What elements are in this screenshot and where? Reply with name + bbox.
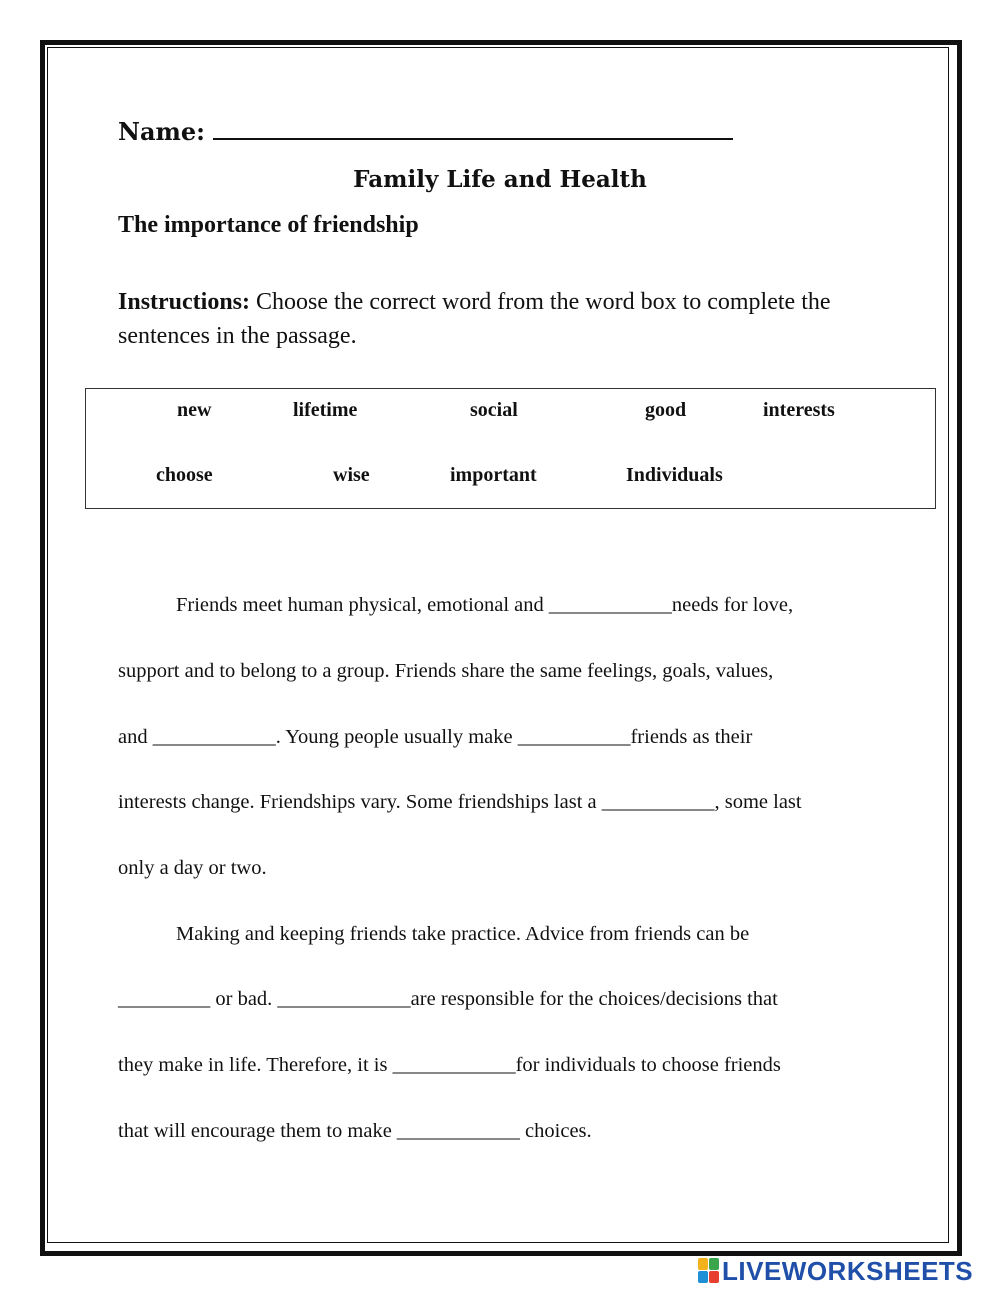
passage-line: interests change. Friendships vary. Some friendships last a ___________, some last xyxy=(118,791,802,813)
worksheet-title: Family Life and Health xyxy=(353,166,647,193)
passage-line: they make in life. Therefore, it is ____________for individuals to choose friends xyxy=(118,1054,781,1076)
word-box-item: new xyxy=(177,399,212,421)
passage-line: support and to belong to a group. Friends share the same feelings, goals, values, xyxy=(118,660,774,682)
instructions-label: Instructions: xyxy=(118,289,251,315)
word-box-item: choose xyxy=(156,464,213,486)
passage-line: _________ or bad. _____________are responsible for the choices/decisions that xyxy=(118,988,778,1010)
liveworksheets-logo[interactable] xyxy=(698,1256,973,1286)
word-box-item: Individuals xyxy=(626,464,723,486)
name-field-row xyxy=(118,117,733,146)
word-box-item: social xyxy=(470,399,518,421)
word-box-item: wise xyxy=(333,464,370,486)
word-box-item: good xyxy=(645,399,687,421)
instructions-text: Choose the correct word from the word box to complete the sentences in the passage. xyxy=(118,289,831,349)
name-label: Name: xyxy=(118,117,206,146)
word-box-item: interests xyxy=(763,399,835,421)
word-box-item: important xyxy=(450,464,537,486)
passage-line: Friends meet human physical, emotional and ____________needs for love, xyxy=(176,594,794,616)
liveworksheets-logo-icon xyxy=(698,1258,720,1284)
word-box-item: lifetime xyxy=(293,399,358,421)
passage-line: only a day or two. xyxy=(118,857,267,879)
passage-line: and ____________. Young people usually make ___________friends as their xyxy=(118,726,753,748)
worksheet-subtitle: The importance of friendship xyxy=(118,212,419,238)
passage-line: Making and keeping friends take practice. Advice from friends can be xyxy=(176,923,750,945)
liveworksheets-logo-text: LIVEWORKSHEETS xyxy=(722,1255,974,1286)
passage-line: that will encourage them to make ____________ choices. xyxy=(118,1120,592,1142)
instructions xyxy=(118,285,878,353)
word-box xyxy=(85,388,936,509)
name-input-line[interactable] xyxy=(213,120,733,140)
